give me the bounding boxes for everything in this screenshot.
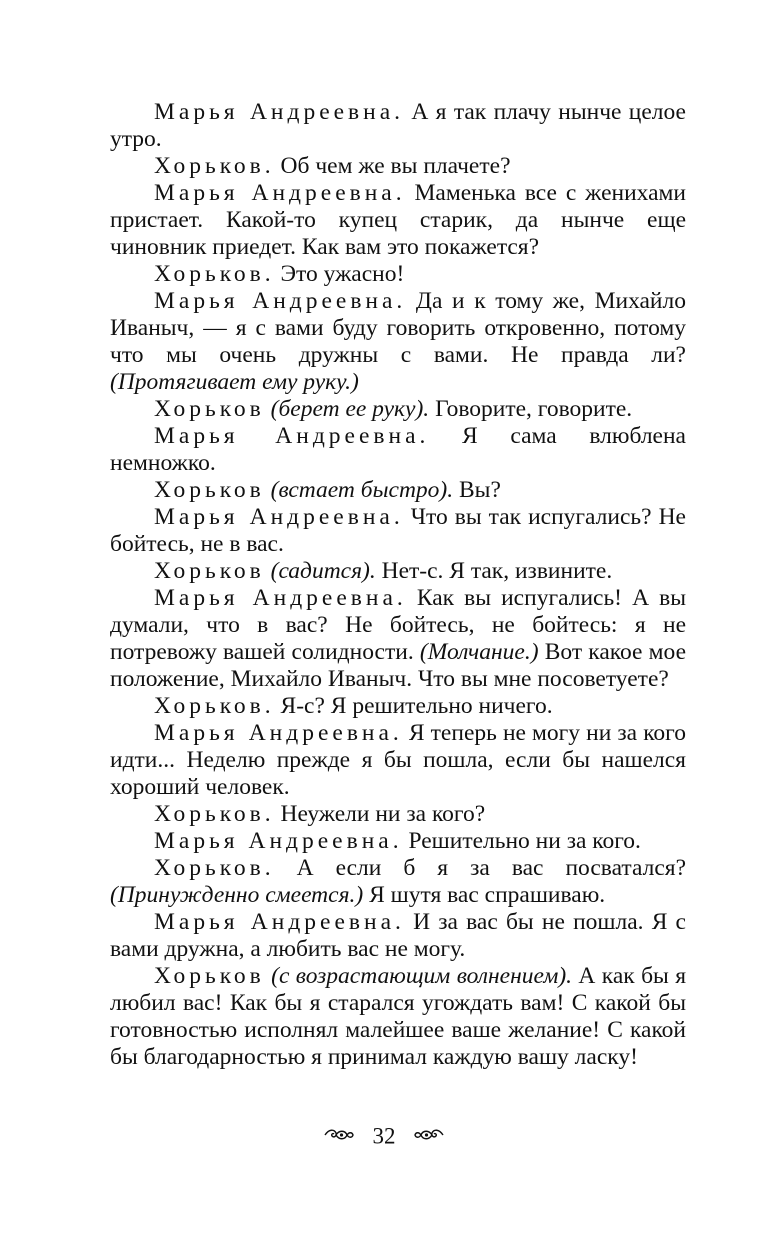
page-text bbox=[110, 99, 686, 1071]
stage-direction: (Принужденно смеется.) bbox=[110, 882, 364, 908]
dialogue-paragraph bbox=[110, 909, 686, 963]
speaker-name: Марья Андреевна. bbox=[154, 180, 406, 206]
speaker-name: Хорьков. bbox=[154, 801, 275, 827]
stage-direction: (Протягивает ему руку.) bbox=[110, 369, 359, 395]
dialogue-paragraph bbox=[110, 477, 686, 504]
speaker-name: Марья Андреевна. bbox=[154, 909, 405, 935]
speaker-name: Марья Андреевна. bbox=[154, 585, 407, 611]
dialogue-paragraph bbox=[110, 558, 686, 585]
speaker-name: Марья Андреевна. bbox=[154, 99, 405, 125]
speaker-name: Хорьков. bbox=[154, 693, 275, 719]
speaker-name: Хорьков bbox=[154, 963, 265, 989]
speech-text: Я теперь не могу ни за кого идти... Неделю прежде я бы пошла, если бы нашелся хороший человек. bbox=[110, 720, 686, 800]
stage-direction: (с возрастающим волнением). bbox=[271, 963, 573, 989]
speech-text: Вот какое мое положение, Михайло Иваныч. Что вы мне посоветуете? bbox=[110, 639, 686, 692]
speech-text: Я сама влюблена немножко. bbox=[110, 423, 686, 476]
speaker-name: Хорьков. bbox=[154, 261, 275, 287]
speaker-name: Хорьков bbox=[154, 558, 265, 584]
speech-text: Я шутя вас спрашиваю. bbox=[363, 882, 606, 908]
speech-text: Да и к тому же, Михайло Иваныч, — я с вами буду говорить откровенно, потому что мы очень дружны с вами. Не правда ли? bbox=[110, 288, 686, 368]
speech-text: Об чем же вы плачете? bbox=[274, 153, 511, 179]
page-footer bbox=[0, 1120, 768, 1152]
speech-text: И за вас бы не пошла. Я с вами дружна, а любить вас не могу. bbox=[110, 909, 686, 962]
speech-text: Маменька все с женихами пристает. Какой-то купец старик, да нынче еще чиновник приедет. Как вам это покажется? bbox=[110, 180, 686, 260]
stage-direction: (берет ее руку). bbox=[270, 396, 430, 422]
dialogue-paragraph bbox=[110, 261, 686, 288]
dialogue-paragraphs bbox=[110, 99, 686, 1071]
speech-text: А я так плачу нынче целое утро. bbox=[110, 99, 686, 152]
speech-text: А если б я за вас посватался? bbox=[274, 855, 686, 881]
speech-text: Нет-с. Я так, извините. bbox=[375, 558, 613, 584]
dialogue-paragraph bbox=[110, 99, 686, 153]
dialogue-paragraph bbox=[110, 153, 686, 180]
dialogue-paragraph bbox=[110, 396, 686, 423]
stage-direction: (встает быстро). bbox=[270, 477, 454, 503]
speaker-name: Марья Андреевна. bbox=[154, 504, 404, 530]
speaker-name: Хорьков. bbox=[154, 153, 275, 179]
dialogue-paragraph bbox=[110, 720, 686, 801]
speaker-name: Хорьков. bbox=[154, 855, 275, 881]
dialogue-paragraph bbox=[110, 693, 686, 720]
speaker-name: Хорьков bbox=[154, 396, 265, 422]
speaker-name: Марья Андреевна. bbox=[154, 423, 430, 449]
dialogue-paragraph bbox=[110, 801, 686, 828]
speech-text: Вы? bbox=[453, 477, 501, 503]
dialogue-paragraph bbox=[110, 963, 686, 1071]
speech-text: Что вы так испугались? Не бойтесь, не в вас. bbox=[110, 504, 686, 557]
dialogue-paragraph bbox=[110, 828, 686, 855]
page-number: 32 bbox=[372, 1123, 396, 1149]
dialogue-paragraph bbox=[110, 423, 686, 477]
ornament-right-icon bbox=[413, 1122, 445, 1152]
speech-text: Как вы испугались! А вы думали, что в вас? Не бойтесь, не бойтесь: я не потревожу вашей солидности. bbox=[110, 585, 686, 665]
speech-text: Неужели ни за кого? bbox=[274, 801, 486, 827]
dialogue-paragraph bbox=[110, 180, 686, 261]
stage-direction: (садится). bbox=[270, 558, 376, 584]
speech-text: Говорите, говорите. bbox=[429, 396, 633, 422]
dialogue-paragraph bbox=[110, 288, 686, 396]
speech-text: А как бы я любил вас! Как бы я старался угождать вам! С какой бы готовностью исполнял малейшее ваше желание! С какой бы благодарностью я принимал каждую вашу ласку! bbox=[110, 963, 687, 1070]
dialogue-paragraph bbox=[110, 855, 686, 909]
stage-direction: (Молчание.) bbox=[419, 639, 539, 665]
speech-text: Это ужасно! bbox=[274, 261, 405, 287]
speech-text: Решительно ни за кого. bbox=[402, 828, 641, 854]
ornament-left-icon bbox=[323, 1122, 355, 1152]
dialogue-paragraph bbox=[110, 585, 686, 693]
dialogue-paragraph bbox=[110, 504, 686, 558]
speaker-name: Марья Андреевна. bbox=[154, 720, 403, 746]
speech-text: Я-с? Я решительно ничего. bbox=[274, 693, 553, 719]
speaker-name: Марья Андреевна. bbox=[154, 828, 403, 854]
speaker-name: Марья Андреевна. bbox=[154, 288, 407, 314]
speaker-name: Хорьков bbox=[154, 477, 265, 503]
